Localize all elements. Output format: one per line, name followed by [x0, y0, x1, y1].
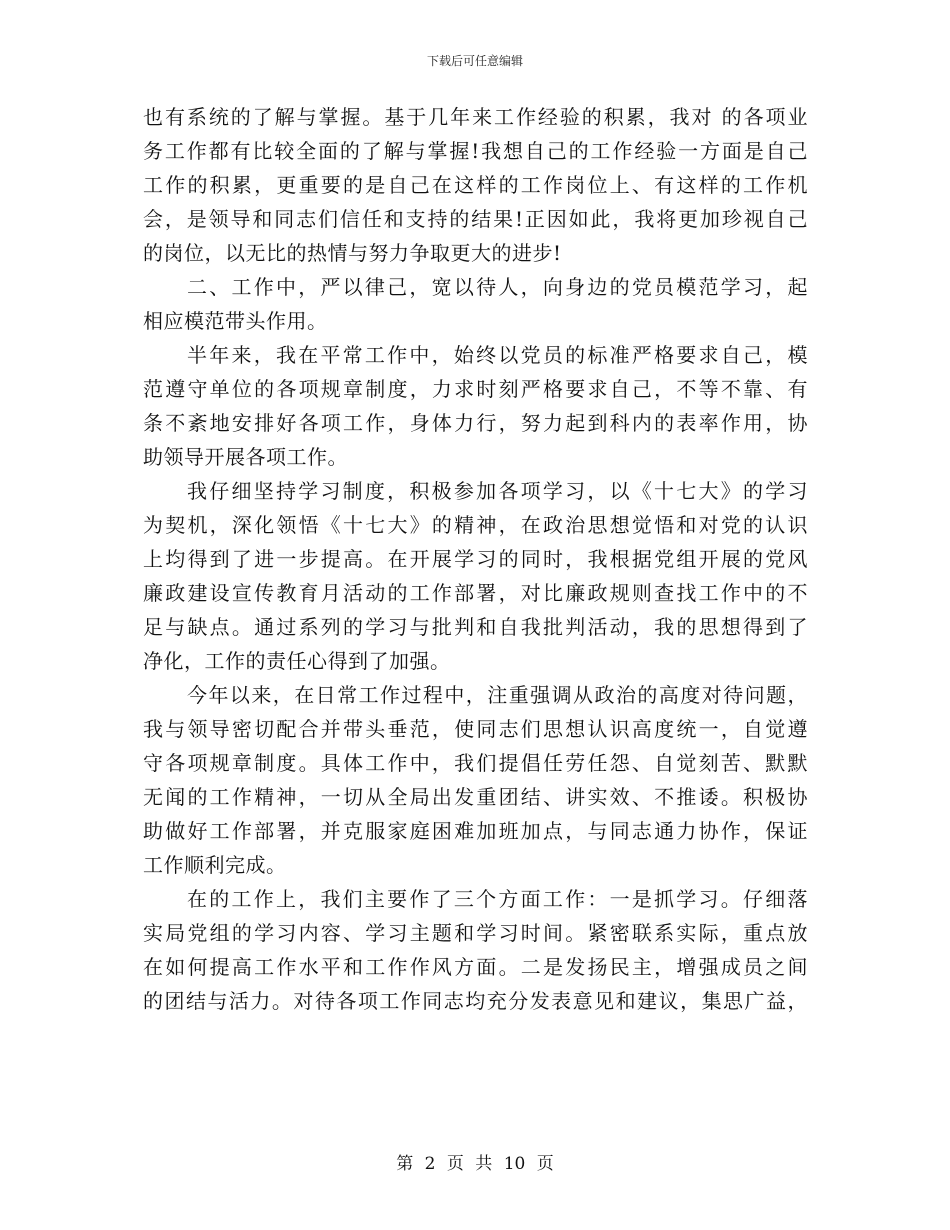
- text-line: 助领导开展各项工作。: [143, 445, 348, 469]
- text-line: 在的工作上，我们主要作了三个方面工作：一是抓学习。仔细落: [187, 887, 808, 911]
- text-line: 条不紊地安排好各项工作，身体力行，努力起到科内的表率作用，协: [143, 411, 808, 435]
- header-note: 下载后可任意编辑: [426, 54, 523, 68]
- text-line: 会，是领导和同志们信任和支持的结果!正因如此，我将更加珍视自己: [143, 207, 808, 231]
- text-line: 为契机，深化领悟《十七大》的精神，在政治思想觉悟和对党的认识: [143, 513, 808, 537]
- text-line: 我仔细坚持学习制度，积极参加各项学习，以《十七大》的学习: [187, 479, 808, 503]
- text-line: 务工作都有比较全面的了解与掌握!我想自己的工作经验一方面是自己: [143, 139, 808, 163]
- paragraph: [143, 678, 808, 882]
- text-line: 净化，工作的责任心得到了加强。: [143, 649, 451, 673]
- text-line: 守各项规章制度。具体工作中，我们提倡任劳任怨、自觉刻苦、默默: [143, 751, 808, 775]
- text-line: 无闻的工作精神，一切从全局出发重团结、讲实效、不推诿。积极协: [143, 785, 808, 809]
- text-line: 廉政建设宣传教育月活动的工作部署，对比廉政规则查找工作中的不: [143, 581, 808, 605]
- text-line: 实局党组的学习内容、学习主题和学习时间。紧密联系实际，重点放: [143, 921, 808, 945]
- text-line: 在如何提高工作水平和工作作风方面。二是发扬民主，增强成员之间: [143, 955, 808, 979]
- text-line: 相应模范带头作用。: [143, 309, 328, 333]
- text-line: 范遵守单位的各项规章制度，力求时刻严格要求自己，不等不靠、有: [143, 377, 808, 401]
- paragraph: [143, 474, 808, 678]
- text-line: 的岗位，以无比的热情与努力争取更大的进步!: [143, 241, 562, 265]
- text-line: 二、工作中，严以律己，宽以待人，向身边的党员模范学习，起: [187, 275, 808, 299]
- text-line: 工作顺利完成。: [143, 853, 287, 877]
- paragraph: [143, 100, 808, 270]
- text-line: 半年来，我在平常工作中，始终以党员的标准严格要求自己，模: [187, 343, 808, 367]
- text-line: 足与缺点。通过系列的学习与批判和自我批判活动，我的思想得到了: [143, 615, 808, 639]
- text-line: 的团结与活力。对待各项工作同志均充分发表意见和建议，集思广益，: [143, 989, 808, 1013]
- text-line: 助做好工作部署，并克服家庭困难加班加点，与同志通力协作，保证: [143, 819, 808, 843]
- text-line: 今年以来，在日常工作过程中，注重强调从政治的高度对待问题，: [187, 683, 808, 707]
- document-body: [143, 100, 808, 1018]
- text-line: 上均得到了进一步提高。在开展学习的同时，我根据党组开展的党风: [143, 547, 808, 571]
- paragraph: [143, 270, 808, 338]
- paragraph: [143, 338, 808, 474]
- paragraph: [143, 882, 808, 1018]
- text-line: 我与领导密切配合并带头垂范，使同志们思想认识高度统一，自觉遵: [143, 717, 808, 741]
- text-line: 也有系统的了解与掌握。基于几年来工作经验的积累，我对 的各项业: [143, 105, 808, 129]
- page-number: 第 2 页 共 10 页: [396, 1154, 554, 1174]
- text-line: 工作的积累，更重要的是自己在这样的工作岗位上、有这样的工作机: [143, 173, 808, 197]
